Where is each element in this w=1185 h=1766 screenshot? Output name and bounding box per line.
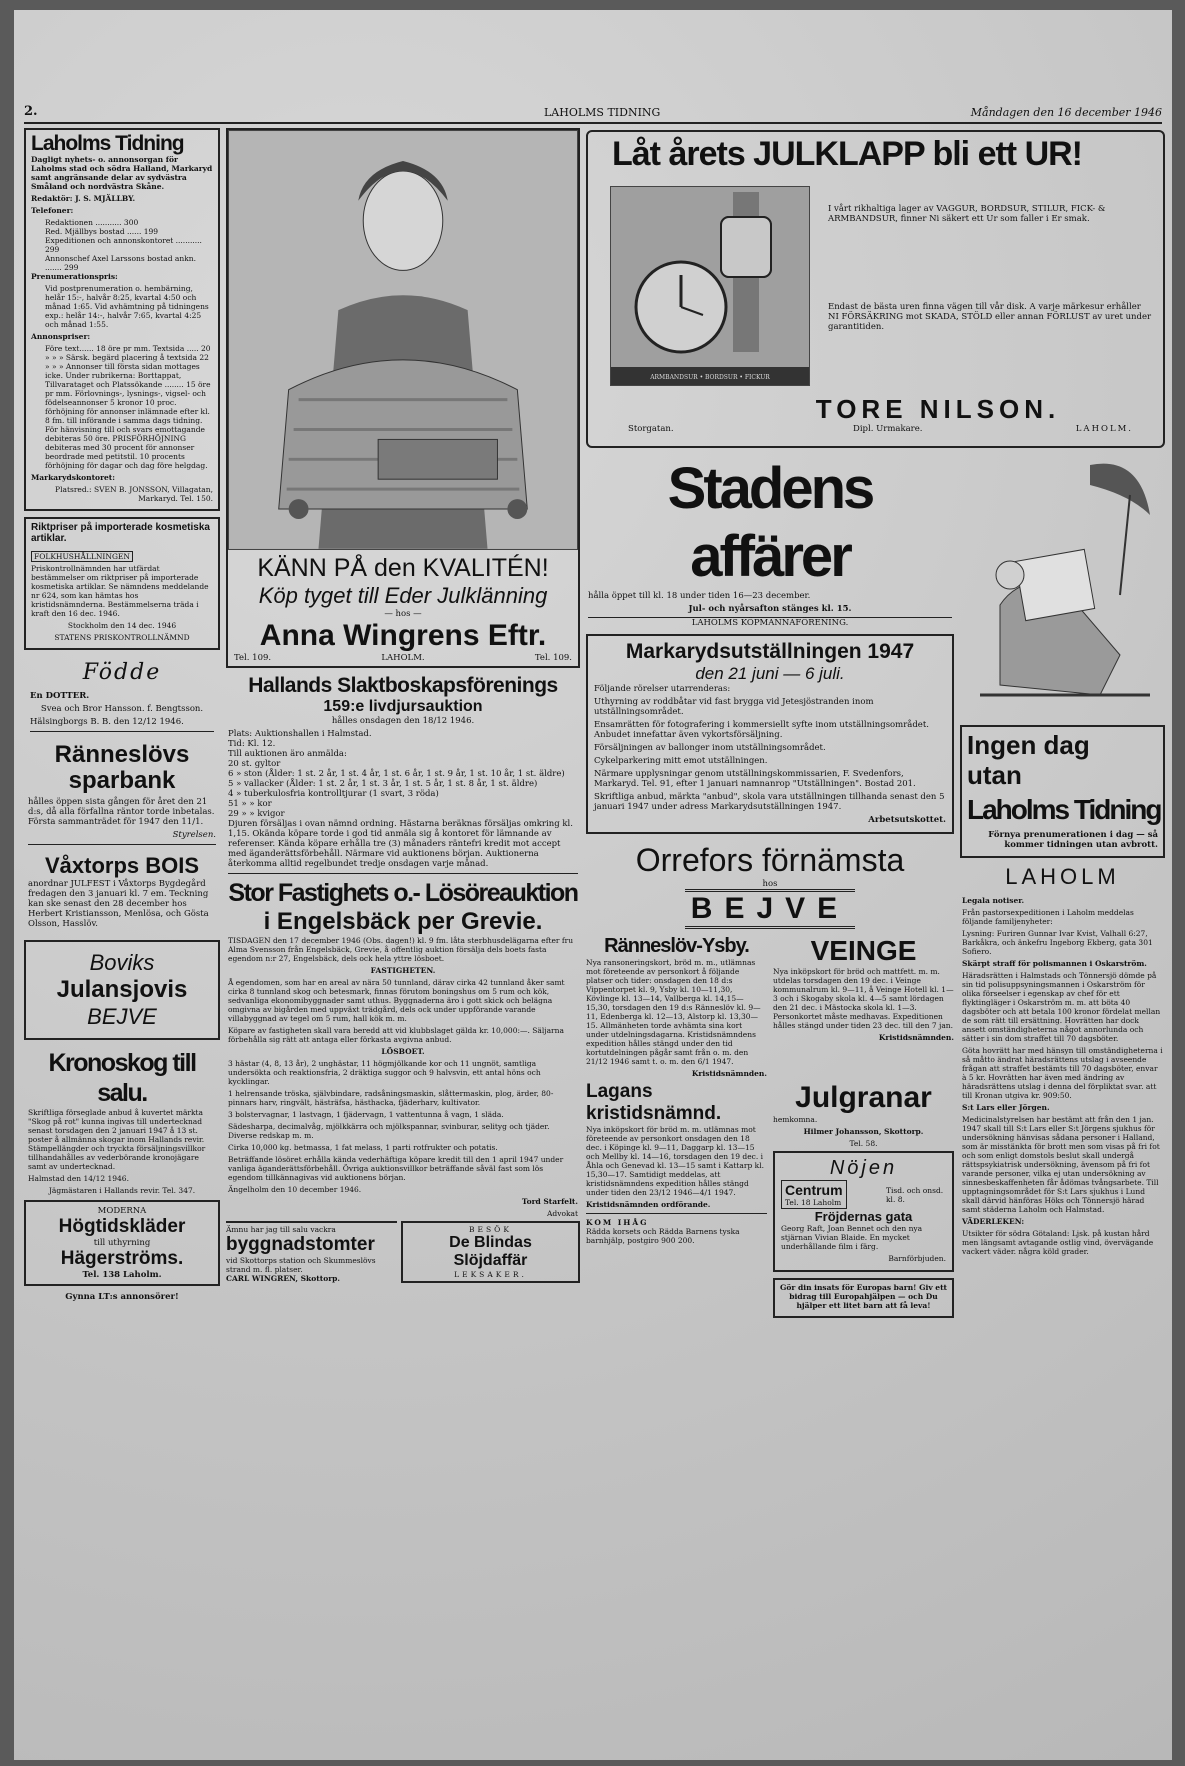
- laholm-news-h1: Legala notiser.: [962, 896, 1025, 905]
- hogtid-tel: Tel. 138 Laholm.: [82, 1270, 162, 1280]
- laholm-news-p1: Från pastorsexpeditionen i Laholm meddelas följande familjenyheter:: [962, 908, 1134, 926]
- riktpriser-org: STATENS PRISKONTROLLNÄMND: [54, 633, 190, 642]
- nojen-time: Tisd. och onsd. kl. 8.: [886, 1185, 944, 1204]
- hogtid-title: Högtidskläder: [58, 1216, 186, 1237]
- byggnad-name: CARL WINGREN, Skottorp.: [226, 1274, 340, 1283]
- julgranar-name: Hilmer Johansson, Skottorp.: [803, 1127, 924, 1136]
- phone-list: [31, 218, 213, 272]
- bois-body: anordnar JULFEST i Våxtorps Bygdegård fredagen den 3 januari kl. 7 em. Teckning kan ske senast den 28 december hos Herbert Kristiansson, Menlösa, och Gösta Olsson, Hasslöv.: [28, 879, 209, 929]
- hogtid-shop: Hägerströms.: [60, 1248, 184, 1269]
- fastighet-p3: 3 hästar (4, 8, 13 år), 2 unghästar, 11 högmjölkande kor och 11 ungnöt, samtliga undersökta och reaktionsfria, 2 dräktiga suggor och 9 halvsvin, ett antal höns och kycklingar.: [228, 1059, 541, 1086]
- kom-ihag-title: KOM IHÅG: [586, 1218, 649, 1227]
- ingen-dag-ad: [960, 725, 1165, 858]
- laholm-news-p3: Häradsrätten i Halmstads och Tönnersjö dömde på sin tid polisuppsyningsmannen i Oskarström för olika förseelser i egenskap av chef för ett flyktingläger i Oskarström m. m. att böta 40 dagsböter och att betala 100 kronor fördelat mellan de som rätt till ersättning. Hovrätten har dock ansett omständigheterna något annorlunda och sätter i sin dom straffet till 70 dagsböter.: [962, 971, 1161, 1043]
- ur-body-2: Endast de bästa uren finna vägen till vår disk. A varje märkesur erhåller NI FÖRSÄKRING mot SKADA, STÖLD eller annan FÖRLUST av uret under garantitiden.: [828, 302, 1152, 332]
- orrefors-hos: hos: [762, 879, 778, 889]
- slakt-line: Tid: Kl. 12.: [228, 739, 276, 749]
- boviks-line-1: Boviks: [89, 950, 155, 975]
- fastighet-sign-title: Advokat: [547, 1209, 578, 1218]
- orrefors-logo: BEJVE: [685, 889, 855, 929]
- slakt-ad: [226, 674, 580, 874]
- wingren-hos: — hos —: [384, 609, 422, 619]
- bois-ad: [24, 851, 220, 934]
- boviks-line-3: BEJVE: [87, 1004, 157, 1029]
- kristid-row: [586, 935, 954, 1081]
- wingren-tel-right: Tel. 109.: [534, 653, 572, 663]
- lagans-title-1: Lagans: [586, 1081, 653, 1102]
- fastighet-p2: Köpare av fastigheten skall vara beredd att vid klubbslaget gälda kr. 10,000:—. Säljarna förbehålla sig rätt att antaga eller förkasta avgivna anbud.: [228, 1026, 564, 1044]
- column-3: [586, 455, 954, 1750]
- page-header: [24, 102, 1162, 124]
- slakt-subtitle: 159:e livdjursauktion: [323, 698, 483, 715]
- column-2: [226, 128, 580, 1750]
- nojen-cast: Georg Raft, Joan Bennet och den nya stjärnan Vivian Blaide. En mycket underhållande film i färg.: [781, 1224, 923, 1251]
- lagans-sign: Kristidsnämnden ordförande.: [586, 1200, 711, 1209]
- phone-line: Expeditionen och annonskontoret ........... 299: [45, 236, 202, 254]
- ur-title: Dipl. Urmakare.: [853, 424, 923, 434]
- ur-body-1: I vårt rikhaltiga lager av VAGGUR, BORDSUR, STILUR, FICK- & ARMBANDSUR, finner Ni säkert ett Ur som faller i Er smak.: [828, 204, 1106, 224]
- ur-street: Storgatan.: [628, 424, 674, 434]
- watch-illustration: [610, 186, 810, 386]
- fastighet-ad: [226, 878, 580, 1218]
- bois-title: Våxtorps BOIS: [44, 853, 200, 878]
- fodde-subject: En DOTTER.: [30, 691, 90, 701]
- woman-illustration-icon: [229, 131, 577, 549]
- sparbank-title-2: sparbank: [68, 767, 176, 794]
- fastighet-title-2: i Engelsbäck per Grevie.: [263, 908, 543, 935]
- riktpriser-body: Priskontrollnämnden har utfärdat bestämmelser om riktpriser på importerade kosmetiska artiklar. Se nämndens meddelande nr 624, som kan hämtas hos kristidsnämnderna. Bestämmelserna träda i kraft den 16 dec. 1946.: [31, 564, 209, 618]
- nojen-venue-box: [781, 1180, 847, 1209]
- right-sub-col: [773, 1081, 954, 1324]
- riktpriser-title: Riktpriser på importerade kosmetiska artiklar.: [31, 522, 210, 544]
- kronoskog-sign-2: Jägmästaren i Hallands revir. Tel. 347.: [48, 1186, 196, 1195]
- sparbank-sign: Styrelsen.: [172, 830, 216, 840]
- masthead-title: Laholms Tidning: [31, 132, 184, 155]
- fastighet-title-1: Stor Fastighets o.- Lösöreauktion: [228, 879, 578, 907]
- woman-fabric-illustration: [228, 130, 578, 550]
- laholm-news-h2: Skärpt straff för polismannen i Oskarström.: [962, 959, 1147, 968]
- veinge-body: Nya inköpskort för bröd och mattfett. m. m. utdelas torsdagen den 19 dec. i Veinge kommunalrum kl. 9—11, å Veinge Hotell kl. 1—3 och i Skogaby skola kl. 4—5 samt lördagen den 21 dec. i Mästocka skola kl. 1—3. Personkortet måste medhavas. Expeditionen hålles stängd under tiden 23 dec. till den 7 jan.: [773, 967, 954, 1030]
- kronoskog-title: Kronoskog till salu.: [48, 1049, 196, 1107]
- fastighet-p8: Beträffande lösöret erhålla kända vederhäftiga köpare kredit till den 1 april 1947 under vanliga äganderättsförbehåll. Övriga auktionsvillkor beträffande såväl fast som lös egendom tillkännagivas vid auktionens början.: [228, 1155, 564, 1182]
- slakt-line: 5 » vallacker (Ålder: 1 st. 2 år, 1 st. 3 år, 1 st. 5 år, 1 st. 8 år, 1 st. äldre): [228, 779, 538, 789]
- riktpriser-sign: Stockholm den 14 dec. 1946: [67, 621, 177, 630]
- slakt-title: Hallands Slaktboskapsförenings: [248, 674, 558, 697]
- wingren-slogan-2: Köp tyget till Eder Julklänning: [258, 583, 548, 608]
- column-1: [24, 128, 220, 1750]
- fastighet-p5: 3 bolstervagnar, 1 lastvagn, 1 fjädervagn, 1 vattentunna å vagn, 1 släda.: [228, 1110, 504, 1119]
- wingren-city: LAHOLM.: [381, 653, 425, 663]
- ur-city: LAHOLM.: [1075, 424, 1133, 434]
- slakt-line: Till auktionen äro anmälda:: [228, 749, 347, 759]
- ranneslov-sign: Kristidsnämnden.: [691, 1069, 767, 1078]
- kronoskog-ad: [24, 1046, 220, 1200]
- office-label: Markarydskontoret:: [31, 473, 116, 482]
- byggnad-body: vid Skottorps station och Skummeslövs strand m. fl. platser.: [226, 1256, 376, 1274]
- stadens-ad: [586, 455, 954, 628]
- phones-label: Telefoner:: [31, 206, 74, 215]
- markaryd-item: Närmare upplysningar genom utställningskommissarien, F. Svedenfors, Markaryd. Tel. 91, efter 1 januari namnanrop "Utställningen". Bostad 201.: [594, 769, 916, 789]
- nojen-film: Fröjdernas gata: [814, 1209, 913, 1224]
- kronoskog-sign: Halmstad den 14/12 1946.: [28, 1174, 129, 1183]
- nojen-tel: Tel. 18 Laholm: [785, 1198, 842, 1207]
- lagans-title-2: kristidsnämnd.: [586, 1103, 722, 1124]
- byggnad-pre: Ämnu har jag till salu vackra: [226, 1225, 336, 1234]
- markaryd-date: den 21 juni — 6 juli.: [695, 664, 845, 683]
- slakt-lines: [228, 729, 578, 819]
- laholm-news-h3: S:t Lars eller Jörgen.: [962, 1103, 1050, 1112]
- phone-line: Annonschef Axel Larssons bostad ankn. ....... 299: [45, 254, 196, 272]
- slakt-line: Plats: Auktionshallen i Halmstad.: [228, 729, 372, 739]
- fastighet-sign: Ängelholm den 10 december 1946.: [228, 1185, 362, 1194]
- fastighet-p1: Å egendomen, som har en areal av nära 50 tunnland, därav cirka 42 tunnland åker samt cirka 8 tunnland skog och betesmark, finnas förutom boningshus om 5 rum och kök, sedvanliga ekonomibyggnader samt uthus. Byggnaderna äro i gott skick och belägna omgivna av bigården med uppväxt trädgård, dels ock under uppförande varande villabyggnad av tegel om 5 rum, hall kök m. m.: [228, 978, 565, 1023]
- byggnad-title: byggnadstomter: [226, 1234, 375, 1255]
- orrefors-ad: [586, 840, 954, 931]
- nojen-age: Barnförbjuden.: [888, 1254, 946, 1263]
- slakt-line: 6 » ston (Ålder: 1 st. 2 år, 1 st. 4 år, 1 st. 6 år, 1 st. 9 år, 1 st. 10 år, 1 st. äldre): [228, 769, 565, 779]
- newspaper-page: [14, 10, 1172, 1760]
- slojd-title-2: Slöjdaffär: [453, 1252, 528, 1269]
- phone-line: Redaktionen ........... 300: [45, 218, 139, 227]
- boviks-line-2: Julansjovis: [56, 976, 188, 1003]
- boviks-ad: [24, 940, 220, 1040]
- markaryd-item: Ensamrätten för fotografering i kommersiellt syfte inom utställningsområdet. Anbudet innefattar även vykortsförsäljning.: [594, 720, 929, 740]
- europa-ad: [773, 1278, 954, 1318]
- watch-icon: [611, 187, 810, 386]
- column-4: [960, 455, 1165, 1750]
- julgranar-body: hemkomna.: [773, 1115, 818, 1124]
- phone-line: Red. Mjällbys bostad ...... 199: [45, 227, 159, 236]
- wingren-tel-left: Tel. 109.: [234, 653, 272, 663]
- reading-man-icon: [960, 455, 1165, 725]
- masthead-editor: Redaktör: J. S. MJÄLLBY.: [31, 194, 136, 203]
- laholm-news-p4: Göta hovrätt har med hänsyn till omständigheterna i så måtto ändrat häradsrättens utslag i avseende frågan att straffet bestämts till 70 dagsböter, envar à 5 kr. Hovrätten har även med ändring av häradsrättens utslag i denna del förpliktat svar. att till Kronan utgiva kr. 909:50.: [962, 1046, 1163, 1100]
- ingen-dag-paper: Laholms Tidning: [967, 794, 1161, 825]
- markaryd-intro: Följande rörelser utarrenderas:: [594, 684, 731, 694]
- laholm-news-p5: Medicinalstyrelsen har bestämt att från den 1 jan. 1947 skall till S:t Lars eller S:t Jörgens sjukhus för undersökning hänvisas sådana personer i Halland, som är misstänkta för brott men som visas på fri fot och som enligt domstols beslut skall undergå rättspsykiatrisk undersökning, ävensom på fri fot varande personer, vilka ej utan undersökning av sinnesbeskaffenheten får ådömas tvångsarbete. Till upptagningsområdet för S:t Lars sjukhus i Lund skall därvid hänföras Höks och Tönnersjö härad samt städerna Laholm och Halmstad.: [962, 1115, 1160, 1214]
- bottom-ads-row: [226, 1221, 580, 1283]
- bottom-row-3: [586, 1081, 954, 1324]
- sparbank-body: hålles öppen sista gången för året den 21 d:s, då alla förfallna räntor torde inbetalas. Första sammanträdet för 1947 den 11/1.: [28, 797, 215, 827]
- stadens-org: LAHOLMS KÖPMANNAFÖRENING.: [588, 617, 952, 628]
- byggnad-ad: [226, 1221, 397, 1283]
- fastighet-p6: Sädesharpa, decimalvåg, mjölkkärra och mjölkspannar, svinburar, selityg och tjäder. Diverse redskap m. m.: [228, 1122, 550, 1140]
- julgranar-tel: Tel. 58.: [849, 1139, 878, 1148]
- riktpriser-ad: [24, 517, 220, 650]
- ur-ad: [586, 130, 1165, 448]
- julgranar-title: Julgranar: [795, 1081, 932, 1114]
- slakt-date: hålles onsdagen den 18/12 1946.: [331, 716, 475, 726]
- lagans-body: Nya inköpskort för bröd m. m. utlämnas mot företeende av personkort onsdagen den 18 dec. i Köpinge kl. 9—11, Daggarp kl. 13—15 och Mellby kl. 14—16, torsdagen den 19 dec. i Åhla och Genevad kl. 13—15 samt i Kattarp kl. 15,30—17. Samtidigt meddelas, att kristidsnämndens expedition hålles stängd under tiden den 23/12 1946—4/1 1947.: [586, 1125, 764, 1197]
- markaryd-sign: Arbetsutskottet.: [868, 815, 946, 825]
- masthead-box: [24, 128, 220, 511]
- nojen-venue-row: [781, 1180, 946, 1209]
- ingen-dag-line-1: Ingen dag: [967, 730, 1090, 760]
- wingren-footer: [228, 653, 578, 666]
- fastighet-h1: FASTIGHETEN.: [370, 966, 436, 975]
- veinge-title: VEINGE: [810, 935, 917, 966]
- laholm-news-p6: Utsikter för södra Götaland: Ljsk. på kustan hård men längsamt avtagande ostlig vind, övervägande vackert väder. några köld grader.: [962, 1229, 1154, 1256]
- masthead-desc: Dagligt nyhets- o. annonsorgan för Laholms stad och södra Halland, Markaryd samt angränsande delar av sydvästra Småland och nordvästra Skåne.: [31, 155, 213, 191]
- page-number: 2.: [24, 104, 38, 119]
- ads-label: Annonspriser:: [31, 332, 91, 341]
- wingren-name: Anna Wingrens Eftr.: [259, 619, 547, 652]
- slakt-body: Djuren försäljas i ovan nämnd ordning. Hästarna beräknas försäljas omkring kl. 1,15. Okända köpare torde i god tid anmäla sig å kontoret för lämnande av referenser. Kända köpare erhålla tre (3) månaders räntefri kredit mot accept med äganderättsförbehåll. Närmare vid auktionens början. Auktionerna återkomma alltid regelbundet tredje onsdagen varje månad.: [228, 819, 573, 869]
- prices-text: Vid postprenumeration o. hembärning, helår 15:-, halvår 8:25, kvartal 4:50 och månad 1:65. Vid avhämtning på tidningens exp.: helår 14:-, halvår 7:65, kvartal 4:25 och månad 1:55.: [45, 284, 209, 329]
- reader-illustration: [960, 455, 1165, 725]
- laholm-news-title: LAHOLM: [1005, 864, 1120, 889]
- sparbank-ad: [24, 740, 220, 851]
- ingen-dag-line-2: utan: [967, 760, 1022, 790]
- sparbank-title-1: Ränneslövs: [54, 741, 190, 768]
- stadens-title: Stadens affärer: [667, 456, 873, 589]
- riktpriser-badge: FOLKHUSHÅLLNINGEN: [31, 551, 133, 562]
- slojd-pre: BESÖK: [469, 1225, 512, 1234]
- ranneslov-ad: [586, 935, 767, 1081]
- slakt-line: 4 » tuberkulosfria kontrolltjurar (1 svart, 3 röda): [228, 789, 439, 799]
- kom-ihag-body: Rädda korsets och Rädda Barnens tyska barnhjälp, postgiro 900 200.: [586, 1227, 740, 1245]
- markaryd-ad: [586, 634, 954, 834]
- fodde-title: Födde: [82, 660, 162, 685]
- veinge-sign: Kristidsnämnden.: [878, 1033, 954, 1042]
- markaryd-title: Markarydsutställningen 1947: [625, 640, 915, 663]
- lagans-ad: [586, 1081, 767, 1324]
- stadens-body-1: hålla öppet till kl. 18 under tiden 16—23 december.: [588, 591, 811, 601]
- office-text: Platsred.: SVEN B. JONSSON, Villagatan, Markaryd. Tel. 150.: [55, 485, 213, 503]
- nojen-venue: Centrum: [785, 1182, 843, 1198]
- fastighet-h2: LÖSBOET.: [381, 1047, 425, 1056]
- laholm-news-p2: Lysning: Furiren Gunnar Ivar Kvist, Valhall 6:27, Barkåkra, och änkefru Ingeborg Ekberg, gata 301 Sofiero.: [962, 929, 1153, 956]
- fastighet-p4: 1 helrensande tröska, självbindare, radsåningsmaskin, slåttermaskin, plog, ärder, 80-pinnars harv, ringvält, hästräfsa, hästhacka, fjäderharv, kultivator.: [228, 1089, 554, 1107]
- hogtid-pre: MODERNA: [97, 1206, 147, 1216]
- markaryd-item: Försäljningen av ballonger inom utställningsområdet.: [594, 743, 826, 753]
- fastighet-p7: Cirka 10,000 kg. betmassa, 1 fat melass, 1 parti rotfrukter och potatis.: [228, 1143, 498, 1152]
- ur-name: TORE NILSON.: [815, 394, 1061, 424]
- veinge-ad: [773, 935, 954, 1081]
- nojen-title: Nöjen: [829, 1157, 898, 1179]
- slojd-city: LEKSAKER.: [454, 1270, 527, 1279]
- hogtid-mid: till uthyrning: [93, 1238, 151, 1248]
- kronoskog-body: Skriftliga förseglade anbud å kuvertet märkta "Skog på rot" kunna ingivas till undertecknad senast torsdagen den 2 januari 1947 å 13 st. poster å allmänna skogar inom Hallands revir. Stämpellängder och tryckta försäljningsvillkor tillhandahålles av vederbörande kronojägare samt av undertecknad.: [28, 1108, 206, 1171]
- stadens-body-2: Jul- och nyårsafton stänges kl. 15.: [688, 604, 852, 614]
- ingen-dag-body: Förnya prenumerationen i dag — så kommer tidningen utan avbrott.: [988, 830, 1158, 850]
- fastighet-intro: TISDAGEN den 17 december 1946 (Obs. dagen!) kl. 9 fm. låta sterbhusdelägarna efter fru Alma Svensson från Engelsbäck, Grevie, å offentlig auktion försälja dels boets fasta egendom n:r 27, Engelsbäck, dels ock hela yttre lösboet.: [228, 936, 574, 963]
- wingren-slogan-1: KÄNN PÅ den KVALITÉN!: [257, 554, 549, 582]
- slakt-line: 29 » » kvigor: [228, 809, 285, 819]
- orrefors-title: Orrefors förnämsta: [635, 842, 905, 878]
- watch-band-text: ARMBANDSUR • BORDSUR • FICKUR: [650, 374, 770, 381]
- nojen-ad: [773, 1151, 954, 1272]
- laholm-news-h4: VÄDERLEKEN:: [962, 1217, 1025, 1226]
- prices-label: Prenumerationspris:: [31, 272, 118, 281]
- slakt-line: 20 st. gyltor: [228, 759, 281, 769]
- paper-name: LAHOLMS TIDNING: [544, 106, 661, 119]
- europa-text: Gör din insats för Europas barn! Giv ett bidrag till Europahjälpen — och Du hjälper ett litet barn att få leva!: [780, 1283, 947, 1310]
- slojd-title-1: De Blindas: [449, 1234, 532, 1251]
- ur-headline: Låt årets JULKLAPP bli ett UR!: [612, 135, 1083, 173]
- markaryd-item: Cykelparkering mitt emot utställningen.: [594, 756, 768, 766]
- issue-date: Måndagen den 16 december 1946: [970, 106, 1162, 119]
- hogtid-ad: [24, 1200, 220, 1286]
- ranneslov-title: Ränneslöv-Ysby.: [604, 935, 749, 957]
- slojd-ad: [401, 1221, 580, 1283]
- fodde-place: Hälsingborgs B. B. den 12/12 1946.: [30, 717, 184, 727]
- markaryd-item: Uthyrning av roddbåtar vid fast brygga vid Jetesjöstranden inom utställningsområdet.: [594, 697, 874, 717]
- ranneslov-body: Nya ransoneringskort, bröd m. m., utlämnas mot företeende av personkort å följande platser och tider: onsdagen den 18 d:s Vippentorpet kl. 9, Ysby kl. 10—11,30, Kövlinge kl. 13—14, Vallberga kl. 14,15—15,30, torsdagen den 19 d:s Ränneslöv kl. 9—11, Edenberga kl. 12—13, Alstorp kl. 13,30—15. Allmänheten torde avhämta sina kort under utdelningsdagarna. Kristidsnämndens expedition hålles stängd under den tid kortutdelningen pågår samt från o. m. den 21/12 1946 samt t. o. m. den 6/1 1947.: [586, 958, 761, 1066]
- fodde-notice: [24, 656, 220, 740]
- fastighet-sign-name: Tord Starfelt.: [521, 1197, 578, 1206]
- ads-text: Före text...... 18 öre pr mm. Textsida ..... 20 » » » Särsk. begärd placering å textsida 22 » » » Annonser till första sidan mottages icke. Under rubrikerna: Borttappat, Tillvarataget och Platssökande ........ 15 öre pr mm. Förlovnings-, lysnings-, vigsel- och födelseannonser 5 kronor 10 proc. förhöjning för annonser inlämnade efter kl. 8 fm. till införande i samma dags tidning. För hänvisning till och svars emottagande debiteras 50 öre. PRISFÖRHÖJNING debiteras med 30 procent för annonser beordrade med petitstil. 10 procents förhöjning för dagar och dag före helgdag.: [45, 344, 211, 470]
- markaryd-item: Skriftliga anbud, märkta "anbud", skola vara utställningen tillhanda senast den 5 januari 1947 under adress Markarydsutställningen 1947.: [594, 792, 945, 812]
- slakt-line: 51 » » kor: [228, 799, 272, 809]
- footer-slogan: Gynna LT:s annonsörer!: [65, 1292, 179, 1302]
- fodde-parents: Svea och Bror Hansson. f. Bengtsson.: [40, 704, 204, 714]
- laholm-news: [960, 864, 1165, 1256]
- wingren-ad: [226, 128, 580, 668]
